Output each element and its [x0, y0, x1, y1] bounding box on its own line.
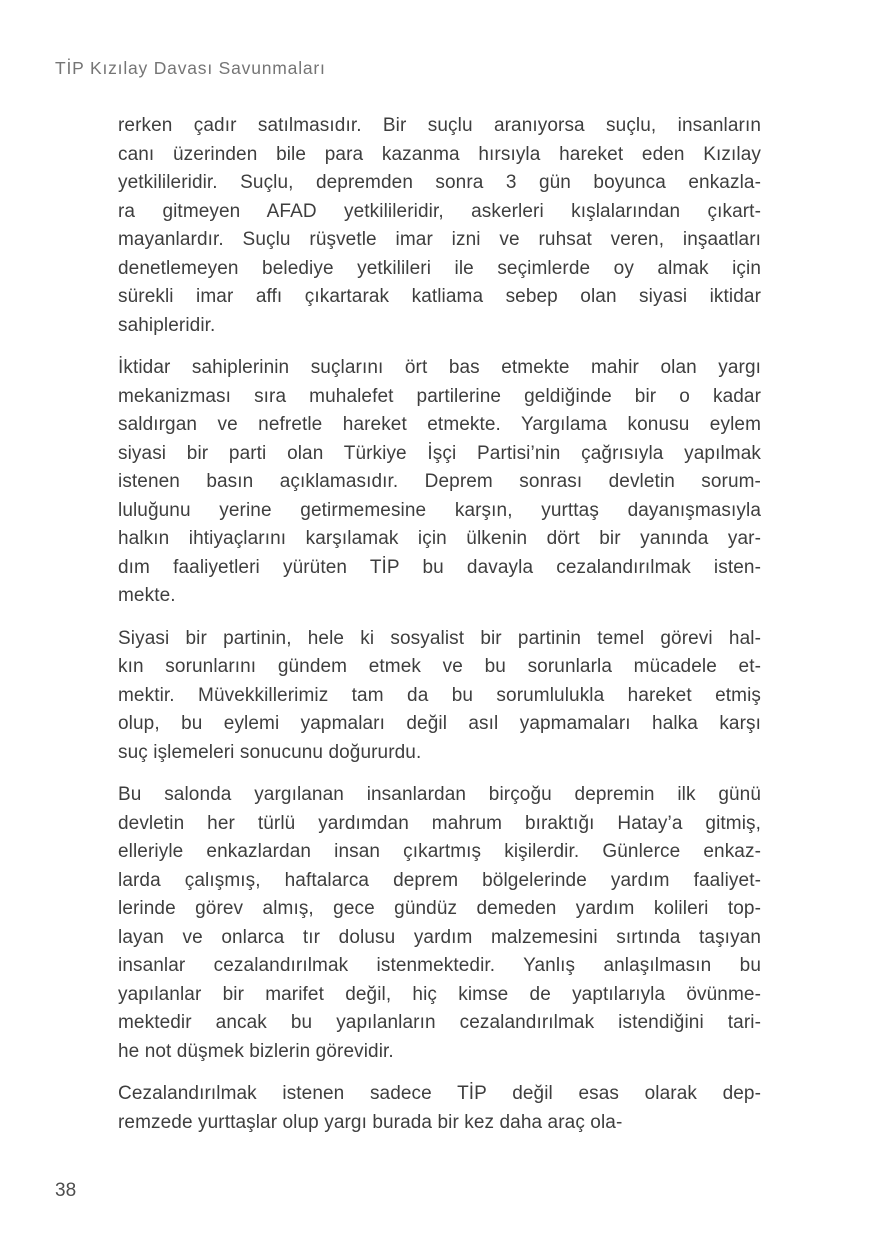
running-header-title: TİP Kızılay Davası Savunmaları	[55, 58, 326, 78]
paragraph	[118, 354, 761, 611]
text-line: kın sorunlarını gündem etmek ve bu sorunlarla mücadele et-	[118, 656, 761, 677]
text-line: siyasi bir parti olan Türkiye İşçi Partisi’nin çağrısıyla yapılmak	[118, 442, 761, 464]
text-line: mayanlardır. Suçlu rüşvetle imar izni ve ruhsat veren, inşaatları	[118, 229, 761, 250]
text-line: saldırgan ve nefretle hareket etmekte. Yargılama konusu eylem	[118, 414, 761, 435]
paragraph	[118, 781, 761, 1066]
page-number: 38	[55, 1180, 77, 1201]
text-line: yapılanlar bir marifet değil, hiç kimse de yaptılarıyla övünme-	[118, 983, 761, 1005]
text-line: denetlemeyen belediye yetkilileri ile seçimlerde oy almak için	[118, 257, 761, 279]
body-text	[118, 112, 761, 1151]
text-line: elleriyle enkazlardan insan çıkartmış kişilerdir. Günlerce enkaz-	[118, 841, 761, 862]
text-line: istenen basın açıklamasıdır. Deprem sonrası devletin sorum-	[118, 471, 761, 492]
text-line: Cezalandırılmak istenen sadece TİP değil esas olarak dep-	[118, 1083, 761, 1104]
text-line: larda çalışmış, haftalarca deprem bölgelerinde yardım faaliyet-	[118, 869, 761, 891]
text-line: sürekli imar affı çıkartarak katliama sebep olan siyasi iktidar	[118, 286, 761, 307]
text-line: mektedir ancak bu yapılanların cezalandırılmak istendiğini tari-	[118, 1012, 761, 1033]
text-line: sahipleridir.	[118, 314, 216, 336]
text-line: canı üzerinden bile para kazanma hırsıyla hareket eden Kızılay	[118, 143, 761, 165]
text-line: mekanizması sıra muhalefet partilerine geldiğinde bir o kadar	[118, 385, 761, 407]
text-line: luluğunu yerine getirmemesine karşın, yurttaş dayanışmasıyla	[118, 499, 761, 521]
text-line: yetkilileridir. Suçlu, depremden sonra 3 gün boyunca enkazla-	[118, 172, 761, 193]
text-line: mektir. Müvekkillerimiz tam da bu sorumlulukla hareket etmiş	[118, 684, 761, 706]
text-line: İktidar sahiplerinin suçlarını ört bas etmekte mahir olan yargı	[118, 357, 761, 378]
text-line: Bu salonda yargılanan insanlardan birçoğu depremin ilk günü	[118, 784, 761, 805]
text-line: suç işlemeleri sonucunu doğururdu.	[118, 741, 422, 763]
text-line: remzede yurttaşlar olup yargı burada bir kez daha araç ola-	[118, 1111, 623, 1133]
text-line: Siyasi bir partinin, hele ki sosyalist bir partinin temel görevi hal-	[118, 627, 761, 649]
paragraph	[118, 1080, 761, 1137]
text-line: halkın ihtiyaçlarını karşılamak için ülkenin dört bir yanında yar-	[118, 528, 761, 549]
text-line: dım faaliyetleri yürüten TİP bu davayla cezalandırılmak isten-	[118, 556, 761, 578]
text-line: mekte.	[118, 585, 176, 606]
text-line: layan ve onlarca tır dolusu yardım malzemesini sırtında taşıyan	[118, 926, 761, 948]
text-line: lerinde görev almış, gece gündüz demeden yardım kolileri top-	[118, 898, 761, 919]
paragraph	[118, 625, 761, 768]
text-line: he not düşmek bizlerin görevidir.	[118, 1040, 394, 1062]
text-line: insanlar cezalandırılmak istenmektedir. Yanlış anlaşılmasın bu	[118, 955, 761, 976]
paragraph	[118, 112, 761, 340]
text-line: rerken çadır satılmasıdır. Bir suçlu aranıyorsa suçlu, insanların	[118, 115, 761, 136]
text-line: olup, bu eylemi yapmaları değil asıl yapmamaları halka karşı	[118, 713, 761, 734]
text-line: ra gitmeyen AFAD yetkilileridir, askerleri kışlalarından çıkart-	[118, 200, 761, 222]
text-line: devletin her türlü yardımdan mahrum bıraktığı Hatay’a gitmiş,	[118, 812, 761, 834]
